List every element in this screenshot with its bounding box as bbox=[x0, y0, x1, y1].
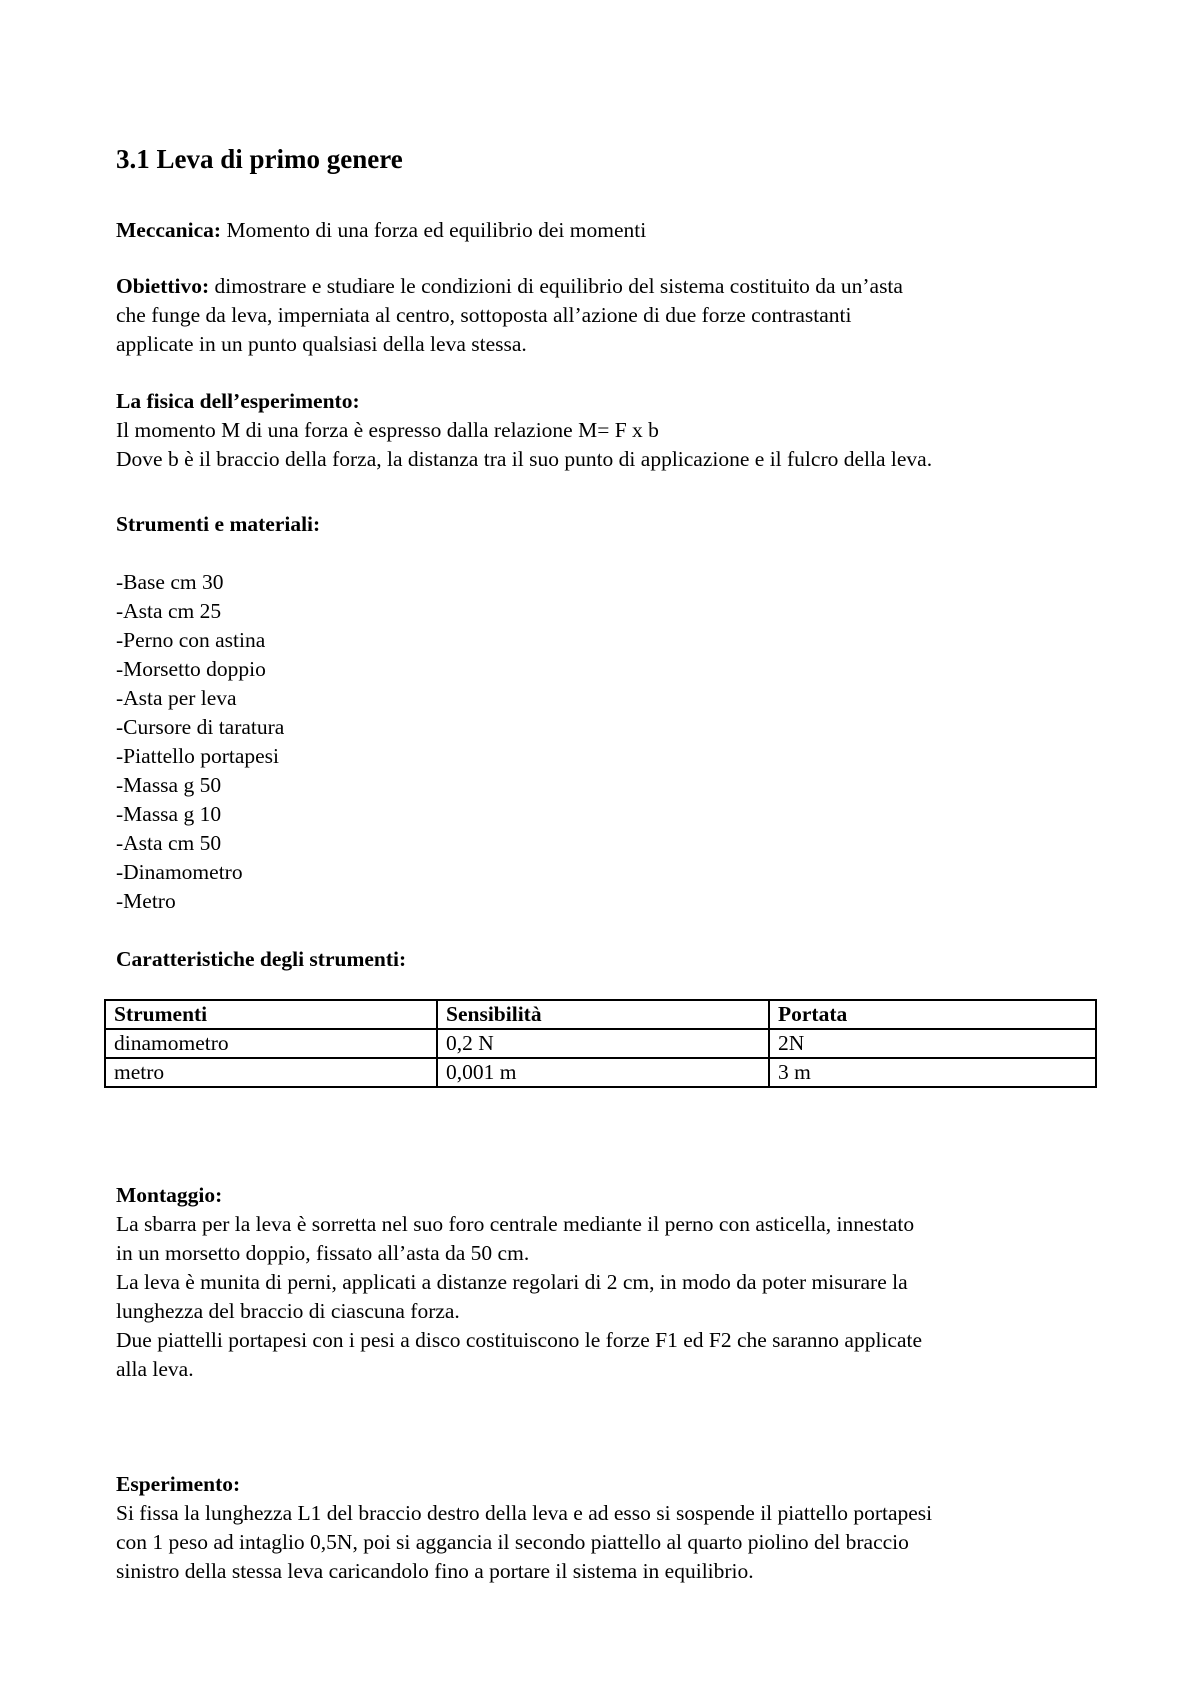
list-item: -Perno con astina bbox=[116, 628, 266, 652]
montaggio-line: alla leva. bbox=[116, 1357, 194, 1381]
esperimento-line: con 1 peso ad intaglio 0,5N, poi si aggancia il secondo piattello al quarto piolino del braccio bbox=[116, 1530, 909, 1554]
page-title: 3.1 Leva di primo genere bbox=[116, 144, 403, 174]
esperimento-line: Si fissa la lunghezza L1 del braccio destro della leva e ad esso si sospende il piattello portapesi bbox=[116, 1501, 933, 1525]
caratteristiche-heading: Caratteristiche degli strumenti: bbox=[116, 947, 407, 971]
esperimento-section bbox=[116, 1470, 1106, 1586]
list-item: -Morsetto doppio bbox=[116, 657, 266, 681]
montaggio-line: La leva è munita di perni, applicati a distanze regolari di 2 cm, in modo da poter misurare la bbox=[116, 1270, 908, 1294]
list-item: -Asta cm 25 bbox=[116, 599, 222, 623]
table-cell: metro bbox=[105, 1058, 437, 1087]
list-item: -Metro bbox=[116, 889, 176, 913]
table-cell: 0,001 m bbox=[437, 1058, 769, 1087]
montaggio-section bbox=[116, 1181, 1106, 1384]
meccanica-text: Momento di una forza ed equilibrio dei momenti bbox=[221, 218, 647, 242]
obiettivo-line-3: applicate in un punto qualsiasi della leva stessa. bbox=[116, 332, 527, 356]
montaggio-heading: Montaggio: bbox=[116, 1183, 223, 1207]
table-header-cell: Sensibilità bbox=[437, 1000, 769, 1029]
obiettivo-paragraph bbox=[116, 272, 1106, 359]
obiettivo-line-2: che funge da leva, imperniata al centro, sottoposta all’azione di due forze contrastanti bbox=[116, 303, 852, 327]
table-header-cell: Strumenti bbox=[105, 1000, 437, 1029]
instrument-table bbox=[104, 999, 1097, 1088]
montaggio-line: La sbarra per la leva è sorretta nel suo foro centrale mediante il perno con asticella, innestato bbox=[116, 1212, 915, 1236]
table-cell: 3 m bbox=[769, 1058, 1096, 1087]
list-item: -Asta per leva bbox=[116, 686, 237, 710]
obiettivo-line-1 bbox=[116, 272, 1106, 301]
table-row bbox=[105, 1058, 1096, 1087]
montaggio-line: lunghezza del braccio di ciascuna forza. bbox=[116, 1299, 460, 1323]
obiettivo-text-1: dimostrare e studiare le condizioni di equilibrio del sistema costituito da un’asta bbox=[209, 274, 903, 298]
meccanica-label: Meccanica: bbox=[116, 218, 222, 242]
table-row bbox=[105, 1029, 1096, 1058]
table-header-row bbox=[105, 1000, 1096, 1029]
fisica-section bbox=[116, 387, 1106, 474]
strumenti-heading: Strumenti e materiali: bbox=[116, 512, 321, 536]
table-cell: 2N bbox=[769, 1029, 1096, 1058]
esperimento-heading: Esperimento: bbox=[116, 1472, 241, 1496]
list-item: -Massa g 50 bbox=[116, 773, 222, 797]
esperimento-line: sinistro della stessa leva caricandolo fino a portare il sistema in equilibrio. bbox=[116, 1559, 754, 1583]
table-header-cell: Portata bbox=[769, 1000, 1096, 1029]
list-item: -Cursore di taratura bbox=[116, 715, 285, 739]
strumenti-list bbox=[116, 568, 1106, 916]
list-item: -Asta cm 50 bbox=[116, 831, 222, 855]
list-item: -Base cm 30 bbox=[116, 570, 224, 594]
montaggio-line: Due piattelli portapesi con i pesi a disco costituiscono le forze F1 ed F2 che saranno applicate bbox=[116, 1328, 923, 1352]
list-item: -Piattello portapesi bbox=[116, 744, 280, 768]
obiettivo-label: Obiettivo: bbox=[116, 274, 210, 298]
meccanica-paragraph bbox=[116, 216, 1106, 245]
fisica-line-2: Dove b è il braccio della forza, la distanza tra il suo punto di applicazione e il fulcro della leva. bbox=[116, 447, 933, 471]
list-item: -Dinamometro bbox=[116, 860, 243, 884]
table-cell: 0,2 N bbox=[437, 1029, 769, 1058]
fisica-heading: La fisica dell’esperimento: bbox=[116, 389, 360, 413]
list-item: -Massa g 10 bbox=[116, 802, 222, 826]
table-cell: dinamometro bbox=[105, 1029, 437, 1058]
montaggio-line: in un morsetto doppio, fissato all’asta da 50 cm. bbox=[116, 1241, 530, 1265]
fisica-line-1: Il momento M di una forza è espresso dalla relazione M= F x b bbox=[116, 418, 659, 442]
